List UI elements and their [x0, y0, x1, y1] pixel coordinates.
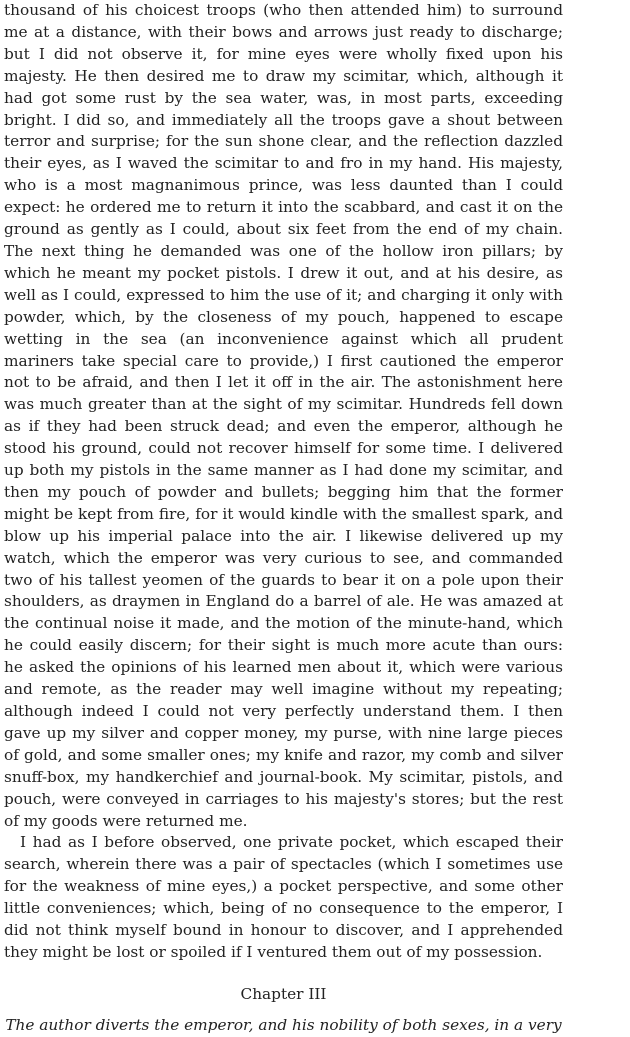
- chapter-subtitle: The author diverts the emperor, and his nobility of both sexes, in a very: [5, 1015, 562, 1034]
- body-paragraph: I had as I before observed, one private pocket, which escaped their search, wherein there was a pair of spectacles (which I sometimes use for the weakness of mine eyes,) a pocket perspective, and some other little conveniences; which, being of no consequence to the emperor, I did not think myself bound in honour to discover, and I apprehended they might be lost or spoiled if I ventured them out of my possession.: [4, 833, 563, 961]
- chapter-heading: Chapter III: [240, 984, 327, 1003]
- body-paragraph: thousand of his choicest troops (who then attended him) to surround me at a distance, with their bows and arrows just ready to discharge; but I did not observe it, for mine eyes were wholly fixed upon his majesty. He then desired me to draw my scimitar, which, although it had got some rust by the sea water, was, in most parts, exceeding bright. I did so, and immediately all the troops gave a shout between terror and surprise; for the sun shone clear, and the reflection dazzled their eyes, as I waved the scimitar to and fro in my hand. His majesty, who is a most magnanimous prince, was less daunted than I could expect: he ordered me to return it into the scabbard, and cast it on the ground as gently as I could, about six feet from the end of my chain. The next thing he demanded was one of the hollow iron pillars; by which he meant my pocket pistols. I drew it out, and at his desire, as well as I could, expressed to him the use of it; and charging it only with powder, which, by the closeness of my pouch, happened to escape wetting in the sea (an inconvenience against which all prudent mariners take special care to provide,) I first cautioned the emperor not to be afraid, and then I let it off in the air. The astonishment here was much greater than at the sight of my scimitar. Hundreds fell down as if they had been struck dead; and even the emperor, although he stood his ground, could not recover himself for some time. I delivered up both my pistols in the same manner as I had done my scimitar, and then my pouch of powder and bullets; begging him that the former might be kept from fire, for it would kindle with the smallest spark, and blow up his imperial palace into the air. I likewise delivered up my watch, which the emperor was very curious to see, and commanded two of his tallest yeomen of the guards to bear it on a pole upon their shoulders, as draymen in England do a barrel of ale. He was amazed at the continual noise it made, and the motion of the minute-hand, which he could easily discern; for their sight is much more acute than ours: he asked the opinions of his learned men about it, which were various and remote, as the reader may well imagine without my repeating; although indeed I could not very perfectly understand them. I then gave up my silver and copper money, my purse, with nine large pieces of gold, and some smaller ones; my knife and razor, my comb and silver snuff-box, my handkerchief and journal-book. My scimitar, pistols, and pouch, were conveyed in carriages to his majesty's stores; but the rest of my goods were returned me.: [4, 1, 563, 830]
- page-content: [4, 0, 563, 1037]
